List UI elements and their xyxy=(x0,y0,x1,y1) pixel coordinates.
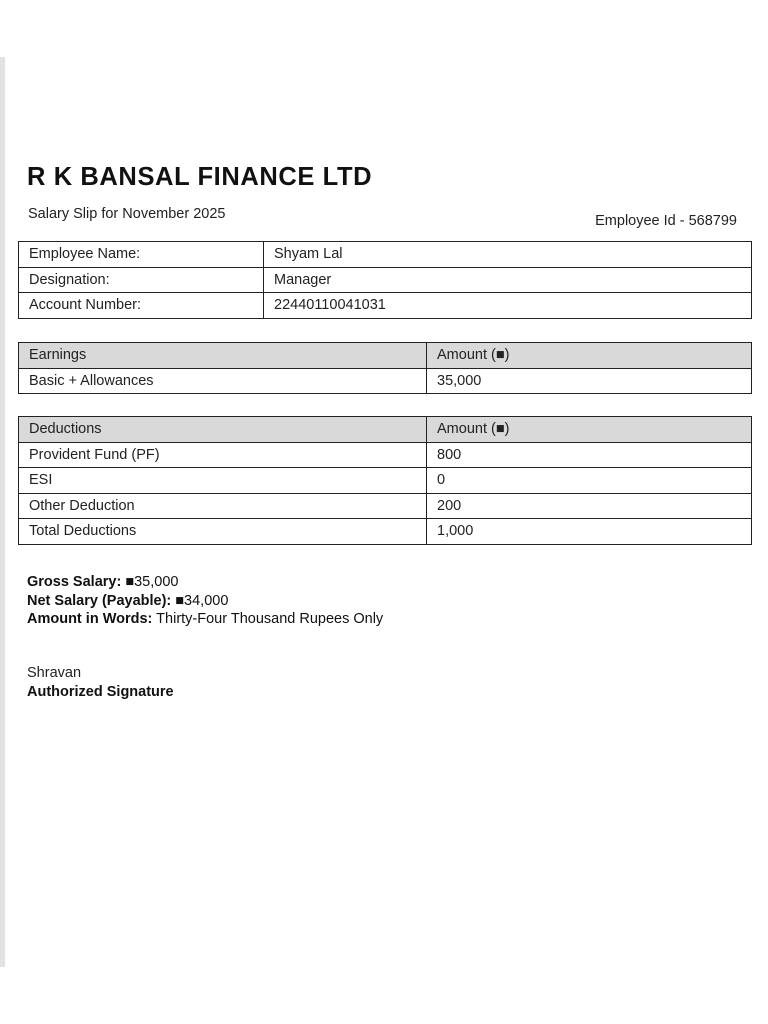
deductions-amount-header: Amount (■) xyxy=(427,417,752,443)
account-number-value: 22440110041031 xyxy=(264,293,752,319)
slip-title: Salary Slip for November 2025 xyxy=(28,206,226,222)
table-header-row xyxy=(19,417,752,443)
total-deductions-amount: 1,000 xyxy=(427,519,752,545)
table-row xyxy=(19,242,752,268)
table-row xyxy=(19,493,752,519)
deduction-amount: 0 xyxy=(427,468,752,494)
deduction-label: Provident Fund (PF) xyxy=(19,442,427,468)
deductions-header: Deductions xyxy=(19,417,427,443)
net-salary-value: ■34,000 xyxy=(175,592,229,609)
net-salary-row xyxy=(27,592,383,611)
deduction-label: Other Deduction xyxy=(19,493,427,519)
table-header-row xyxy=(19,343,752,369)
designation-value: Manager xyxy=(264,267,752,293)
deduction-label: ESI xyxy=(19,468,427,494)
amount-in-words-row xyxy=(27,610,383,629)
earnings-amount-header: Amount (■) xyxy=(427,343,752,369)
designation-label: Designation: xyxy=(19,267,264,293)
total-deductions-label: Total Deductions xyxy=(19,519,427,545)
deduction-amount: 800 xyxy=(427,442,752,468)
gross-salary-value: ■35,000 xyxy=(125,574,179,590)
table-row xyxy=(19,442,752,468)
account-number-label: Account Number: xyxy=(19,293,264,319)
page-edge-strip xyxy=(0,57,5,967)
earning-label: Basic + Allowances xyxy=(19,368,427,394)
table-row xyxy=(19,519,752,545)
table-row xyxy=(19,293,752,319)
amount-in-words-value: Thirty-Four Thousand Rupees Only xyxy=(156,611,384,627)
authorized-signature-label: Authorized Signature xyxy=(27,684,174,700)
table-row xyxy=(19,267,752,293)
signer-name: Shravan xyxy=(27,665,82,681)
company-name: R K BANSAL FINANCE LTD xyxy=(27,163,373,191)
gross-salary-row xyxy=(27,573,383,592)
gross-salary-label: Gross Salary: xyxy=(27,574,122,590)
employee-id: Employee Id - 568799 xyxy=(595,213,737,229)
employee-name-value: Shyam Lal xyxy=(264,242,752,268)
amount-in-words-label: Amount in Words: xyxy=(27,611,153,627)
deduction-amount: 200 xyxy=(427,493,752,519)
salary-summary xyxy=(27,573,383,629)
table-row xyxy=(19,468,752,494)
earnings-header: Earnings xyxy=(19,343,427,369)
earnings-table xyxy=(18,342,752,394)
employee-info-table xyxy=(18,241,752,319)
deductions-table xyxy=(18,416,752,545)
earning-amount: 35,000 xyxy=(427,368,752,394)
table-row xyxy=(19,368,752,394)
employee-name-label: Employee Name: xyxy=(19,242,264,268)
net-salary-label: Net Salary (Payable): xyxy=(27,592,172,609)
